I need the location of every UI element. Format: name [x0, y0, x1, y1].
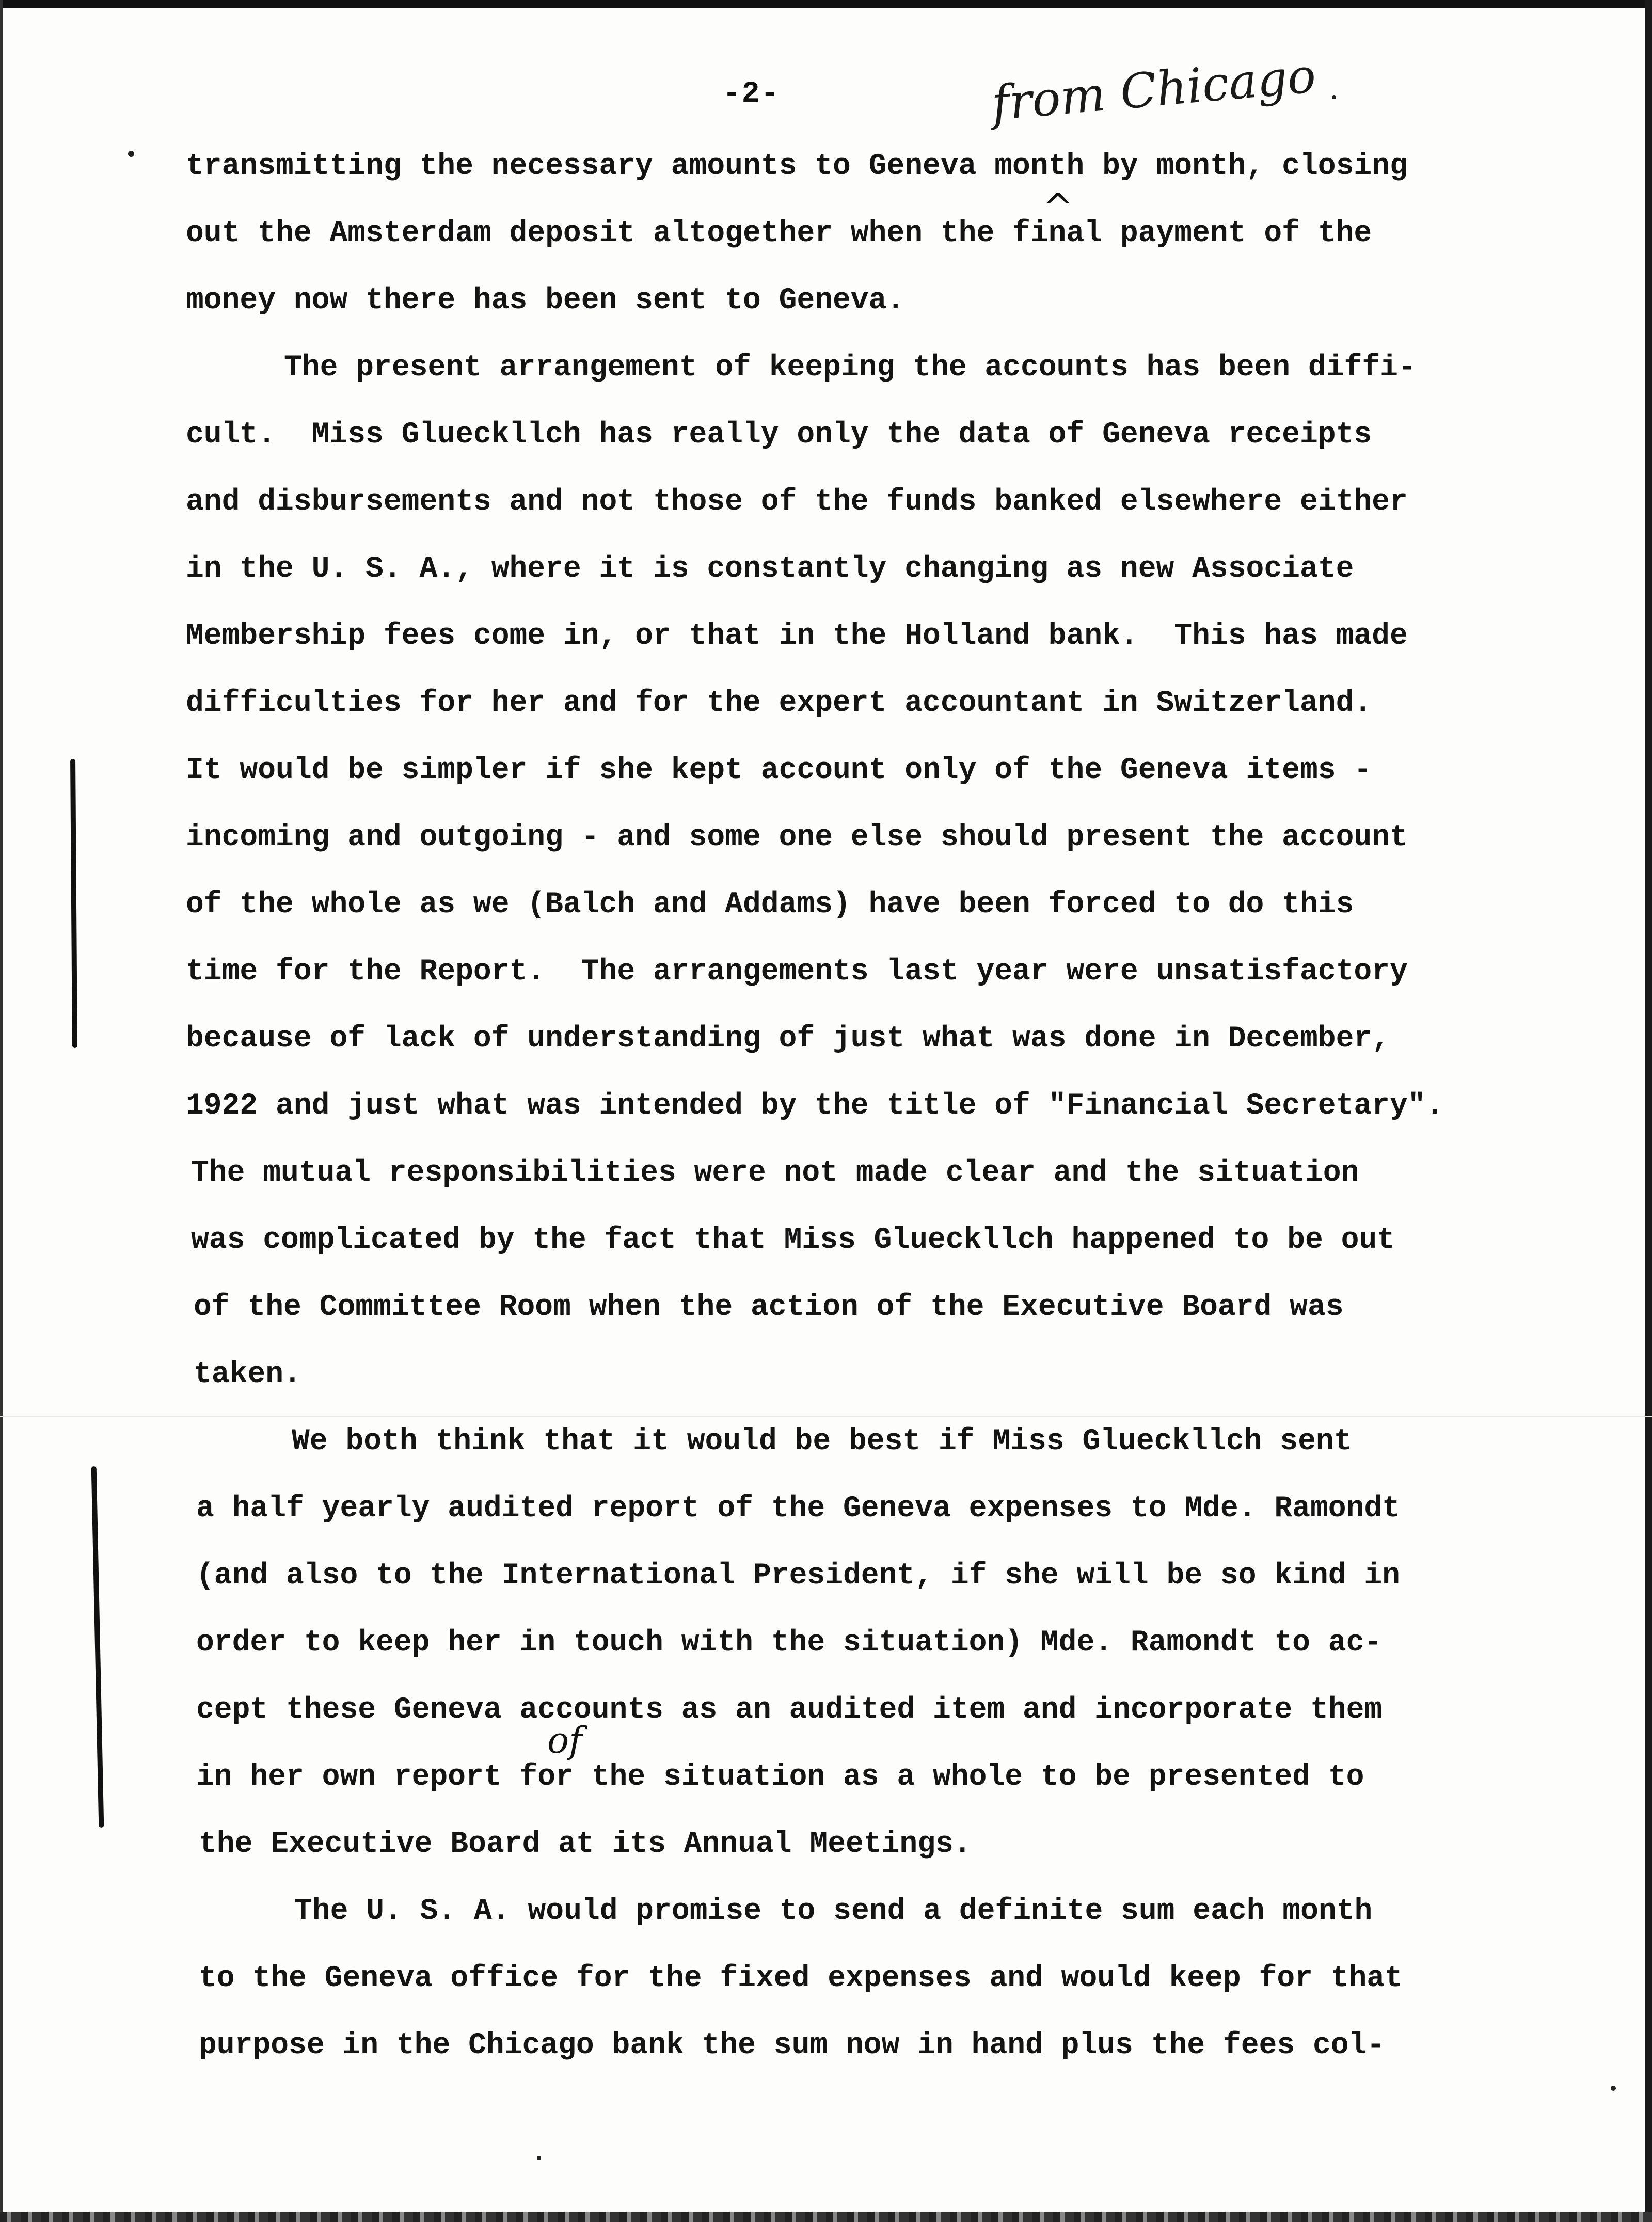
- text-line: of the Committee Room when the action of the Executive Board was: [194, 1291, 1344, 1324]
- text-line: and disbursements and not those of the funds banked elsewhere either: [186, 485, 1408, 519]
- insertion-caret: ^: [1043, 186, 1073, 228]
- text-line: purpose in the Chicago bank the sum now in hand plus the fees col-: [199, 2029, 1385, 2062]
- text-line: out the Amsterdam deposit altogether when the final payment of the: [186, 217, 1372, 250]
- scan-speck: [1611, 2086, 1616, 2091]
- text-line: The U. S. A. would promise to send a definite sum each month: [294, 1895, 1373, 1928]
- text-line: cept these Geneva accounts as an audited item and incorporate them: [196, 1693, 1383, 1727]
- text-line: order to keep her in touch with the situation) Mde. Ramondt to ac-: [196, 1626, 1383, 1660]
- text-line: the Executive Board at its Annual Meetings.: [199, 1828, 972, 1861]
- text-line: in her own report for the situation as a whole to be presented to: [196, 1760, 1364, 1794]
- scan-speck: [1332, 95, 1336, 99]
- text-line: We both think that it would be best if Miss Glueckllch sent: [292, 1425, 1352, 1458]
- text-line: The mutual responsibilities were not made clear and the situation: [191, 1156, 1359, 1190]
- text-line: in the U. S. A., where it is constantly changing as new Associate: [186, 552, 1354, 586]
- text-line: incoming and outgoing - and some one else should present the account: [186, 821, 1408, 854]
- handwritten-note: from Chicago: [989, 47, 1319, 132]
- text-line: time for the Report. The arrangements last year were unsatisfactory: [186, 955, 1408, 989]
- text-line: Membership fees come in, or that in the Holland bank. This has made: [186, 620, 1408, 653]
- text-line: The present arrangement of keeping the accounts has been diffi-: [284, 351, 1416, 385]
- scan-speck: [537, 2156, 541, 2160]
- interlinear-insert: of: [547, 1719, 583, 1761]
- text-line: to the Geneva office for the fixed expenses and would keep for that: [199, 1962, 1403, 1995]
- text-line: money now there has been sent to Geneva.: [186, 284, 905, 318]
- text-line: a half yearly audited report of the Geneva expenses to Mde. Ramondt: [196, 1492, 1400, 1526]
- text-line: taken.: [194, 1358, 301, 1391]
- page-number: -2-: [723, 77, 780, 111]
- text-line: 1922 and just what was intended by the title of "Financial Secretary".: [186, 1089, 1444, 1123]
- text-line: cult. Miss Glueckllch has really only the data of Geneva receipts: [186, 418, 1372, 452]
- scan-speck: [128, 151, 134, 157]
- text-line: It would be simpler if she kept account only of the Geneva items -: [186, 754, 1372, 787]
- text-line: (and also to the International President, if she will be so kind in: [196, 1559, 1400, 1593]
- text-line: was complicated by the fact that Miss Glueckllch happened to be out: [191, 1224, 1395, 1257]
- text-line: difficulties for her and for the expert accountant in Switzerland.: [186, 687, 1372, 720]
- text-line: because of lack of understanding of just what was done in December,: [186, 1022, 1390, 1056]
- text-line: transmitting the necessary amounts to Geneva month by month, closing: [186, 150, 1408, 183]
- text-line: of the whole as we (Balch and Addams) have been forced to do this: [186, 888, 1354, 922]
